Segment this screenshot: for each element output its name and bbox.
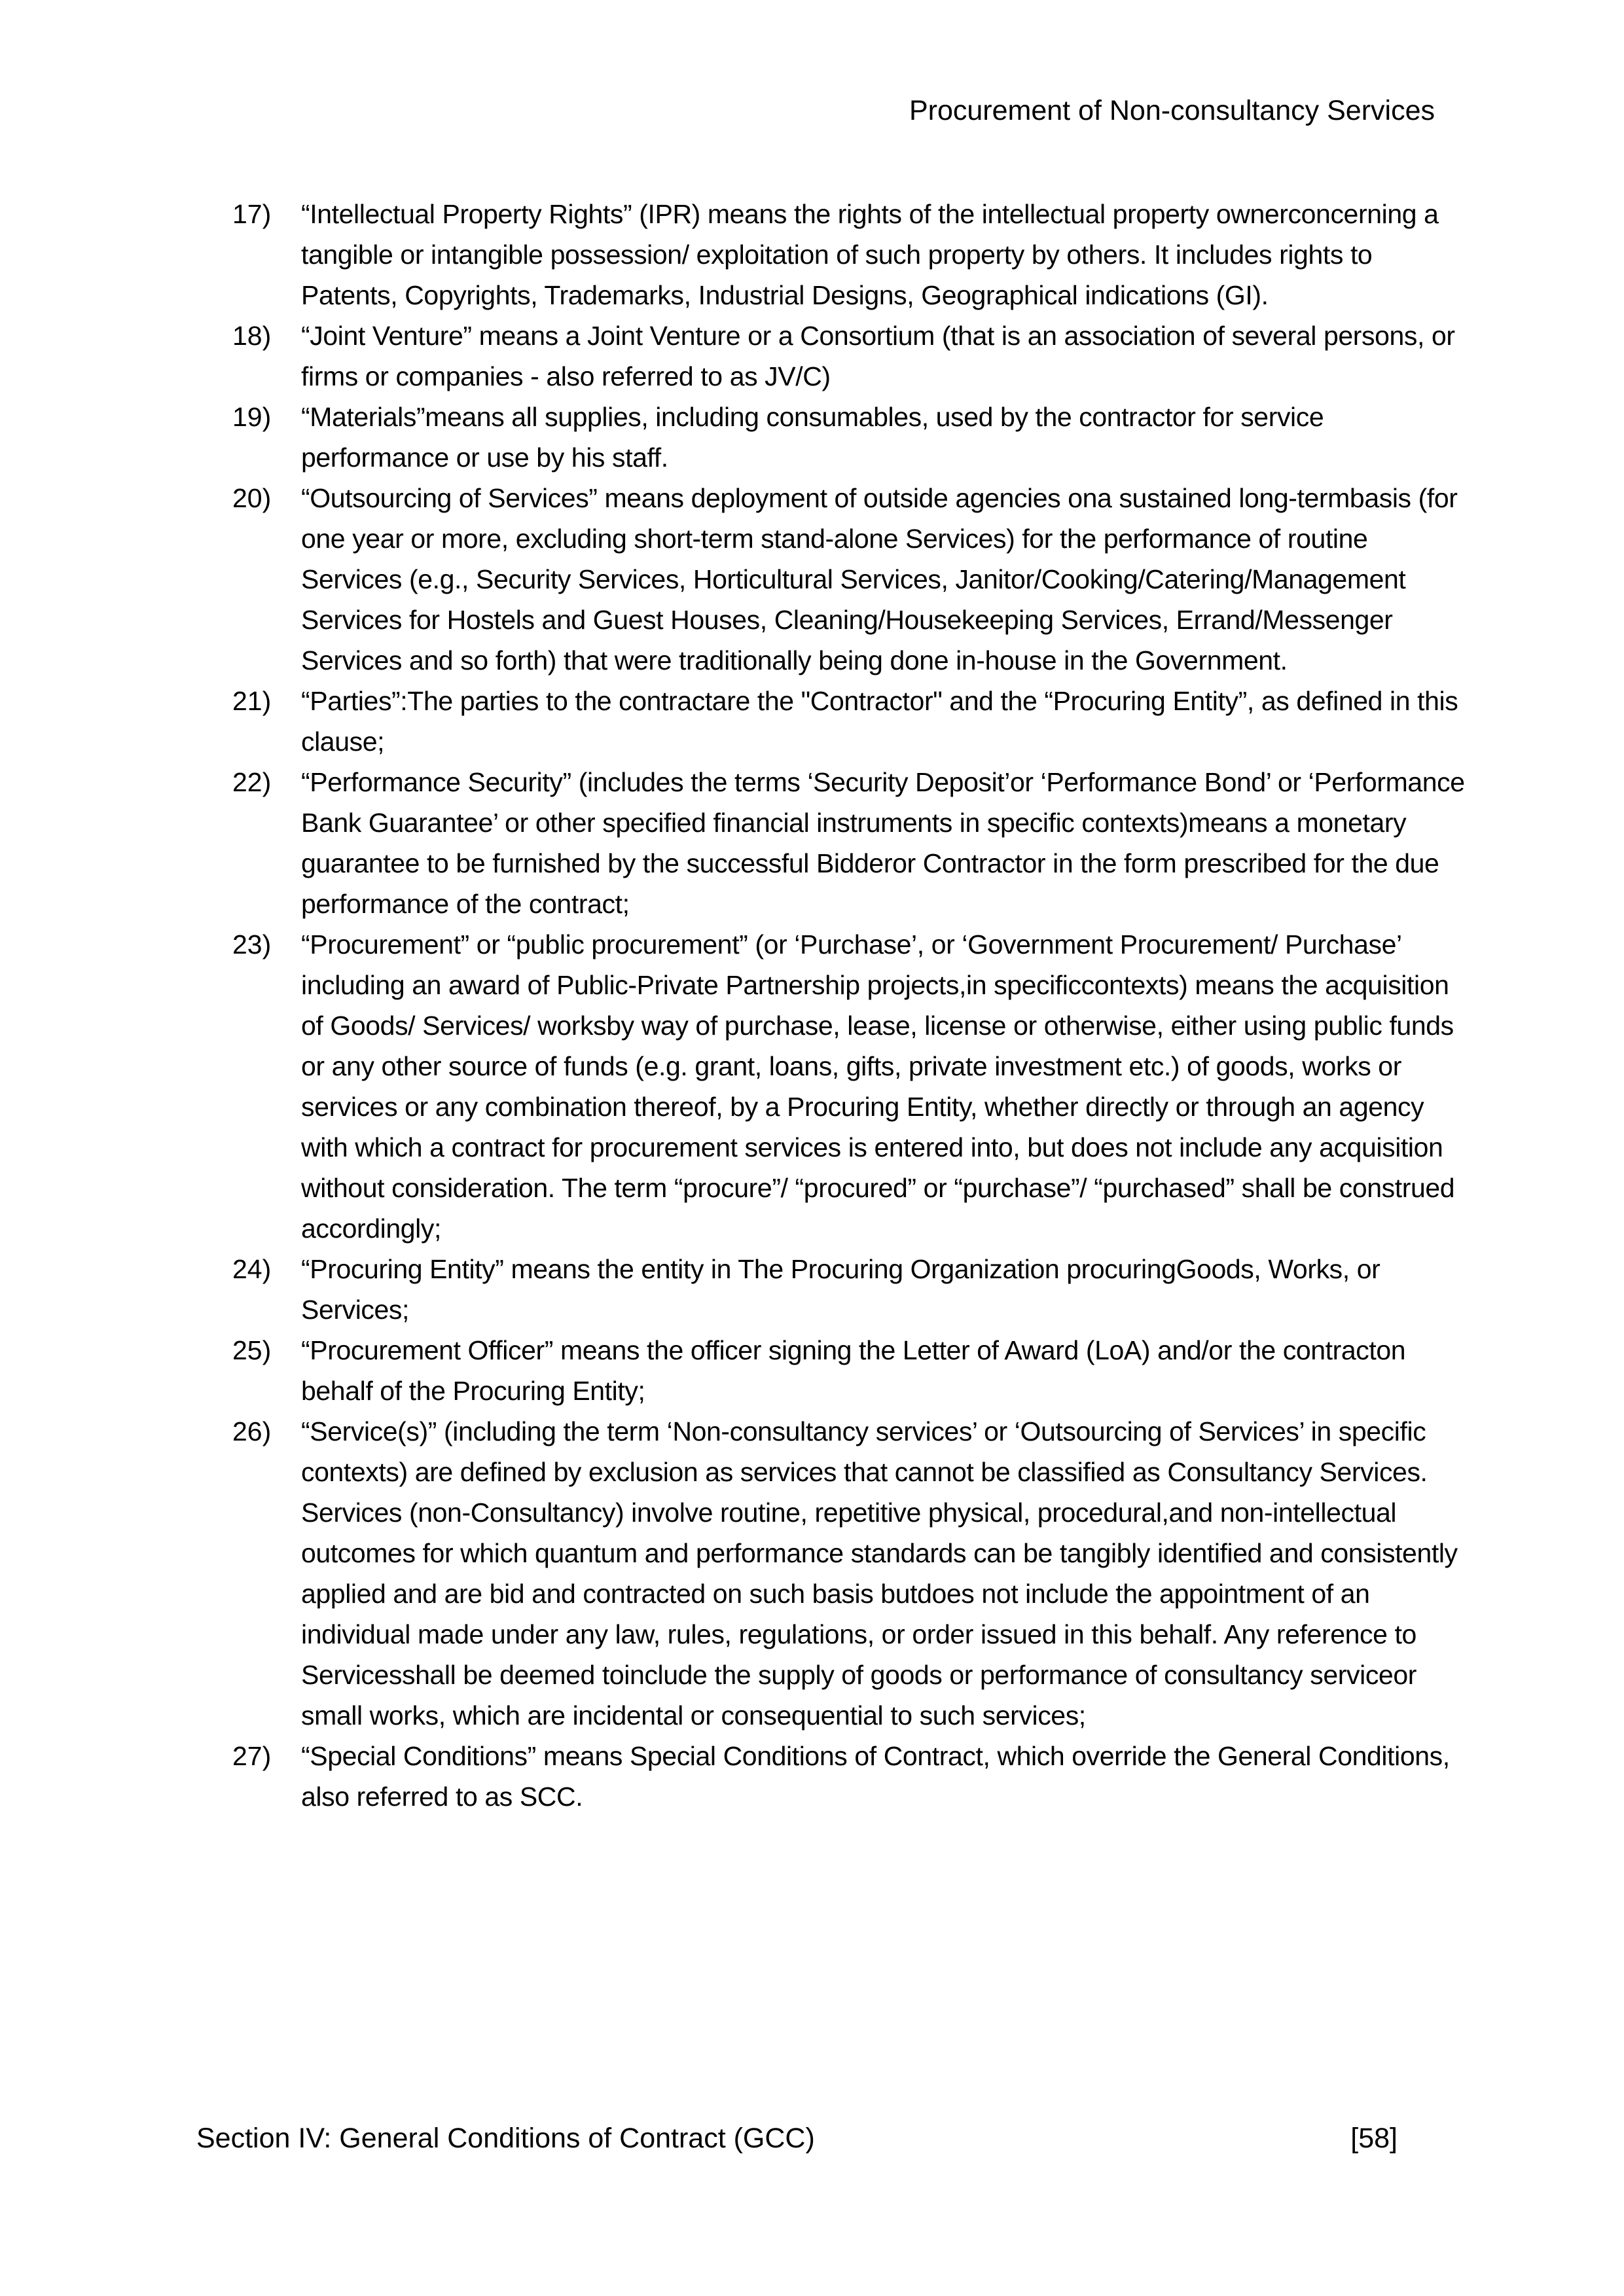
item-text: “Performance Security” (includes the terms ‘Security Deposit’or ‘Performance Bond’ or ‘Performance Bank Guarantee’ or other specified financial instruments in specific contexts)means a monetary guarantee to be furnished by the successful Bidderor Contractor in the form prescribed for the due performance of the contract; — [301, 767, 1465, 919]
item-text: “Procurement” or “public procurement” (or ‘Purchase’, or ‘Government Procurement/ Purchase’ including an award of Public-Private Partnership projects,in specificcontexts) means the acquisition of Goods/ Services/ worksby way of purchase, lease, license or otherwise, either using public funds or any other source of funds (e.g. grant, loans, gifts, private investment etc.) of goods, works or services or any combination thereof, by a Procuring Entity, whether directly or through an agency with which a contract for procurement services is entered into, but does not include any acquisition without consideration. The term “procure”/ “procured” or “purchase”/ “purchased” shall be construed accordingly; — [301, 929, 1455, 1244]
item-text: “Parties”:The parties to the contractare the "Contractor" and the “Procuring Entity”, as defined in this clause; — [301, 686, 1458, 757]
page-footer — [196, 2118, 1398, 2159]
definition-item — [232, 762, 1473, 924]
item-text: “Joint Venture” means a Joint Venture or a Consortium (that is an association of several persons, or firms or companies - also referred to as JV/C) — [301, 321, 1455, 391]
definition-item — [232, 1330, 1473, 1411]
item-text: “Intellectual Property Rights” (IPR) means the rights of the intellectual property ownerconcerning a tangible or intangible possession/ exploitation of such property by others. It includes rights to Patents, Copyrights, Trademarks, Industrial Designs, Geographical indications (GI). — [301, 199, 1439, 310]
footer-section-label: Section IV: General Conditions of Contract (GCC) — [196, 2123, 815, 2154]
definition-item — [232, 315, 1473, 397]
item-text: “Service(s)” (including the term ‘Non-consultancy services’ or ‘Outsourcing of Services’ in specific contexts) are defined by exclusion as services that cannot be classified as Consultancy Services. Services (non-Consultancy) involve routine, repetitive physical, procedural,and non-intellectual outcomes for which quantum and performance standards can be tangibly identified and consistently applied and are bid and contracted on such basis butdoes not include the appointment of an individual made under any law, rules, regulations, or order issued in this behalf. Any reference to Servicesshall be deemed toinclude the supply of goods or performance of consultancy serviceor small works, which are incidental or consequential to such services; — [301, 1416, 1458, 1731]
definitions-list — [232, 194, 1473, 1817]
item-number: 26) — [232, 1416, 272, 1446]
item-number: 22) — [232, 767, 272, 797]
item-text: “Outsourcing of Services” means deployment of outside agencies ona sustained long-termbasis (for one year or more, excluding short-term stand-alone Services) for the performance of routine Services (e.g., Security Services, Horticultural Services, Janitor/Cooking/Catering/Management Services for Hostels and Guest Houses, Cleaning/Housekeeping Services, Errand/Messenger Services and so forth) that were traditionally being done in-house in the Government. — [301, 483, 1458, 675]
item-number: 20) — [232, 483, 272, 513]
item-number: 27) — [232, 1741, 272, 1771]
definition-item — [232, 1736, 1473, 1817]
item-number: 17) — [232, 199, 272, 229]
footer-page-number: [58] — [1350, 2123, 1398, 2154]
item-text: “Procuring Entity” means the entity in The Procuring Organization procuringGoods, Works, or Services; — [301, 1254, 1380, 1325]
item-text: “Special Conditions” means Special Conditions of Contract, which override the General Conditions, also referred to as SCC. — [301, 1741, 1450, 1812]
item-number: 19) — [232, 402, 272, 432]
item-number: 24) — [232, 1254, 272, 1284]
item-number: 21) — [232, 686, 272, 716]
item-number: 18) — [232, 321, 272, 351]
header-title: Procurement of Non-consultancy Services — [909, 95, 1435, 126]
definition-item — [232, 1249, 1473, 1330]
item-text: “Materials”means all supplies, including consumables, used by the contractor for service performance or use by his staff. — [301, 402, 1324, 473]
item-number: 23) — [232, 929, 272, 960]
definition-item — [232, 194, 1473, 315]
definition-item — [232, 478, 1473, 681]
definition-item — [232, 397, 1473, 478]
definition-item — [232, 1411, 1473, 1736]
definition-item — [232, 924, 1473, 1249]
item-text: “Procurement Officer” means the officer signing the Letter of Award (LoA) and/or the contracton behalf of the Procuring Entity; — [301, 1335, 1406, 1406]
page-header — [196, 90, 1435, 131]
item-number: 25) — [232, 1335, 272, 1365]
definition-item — [232, 681, 1473, 762]
